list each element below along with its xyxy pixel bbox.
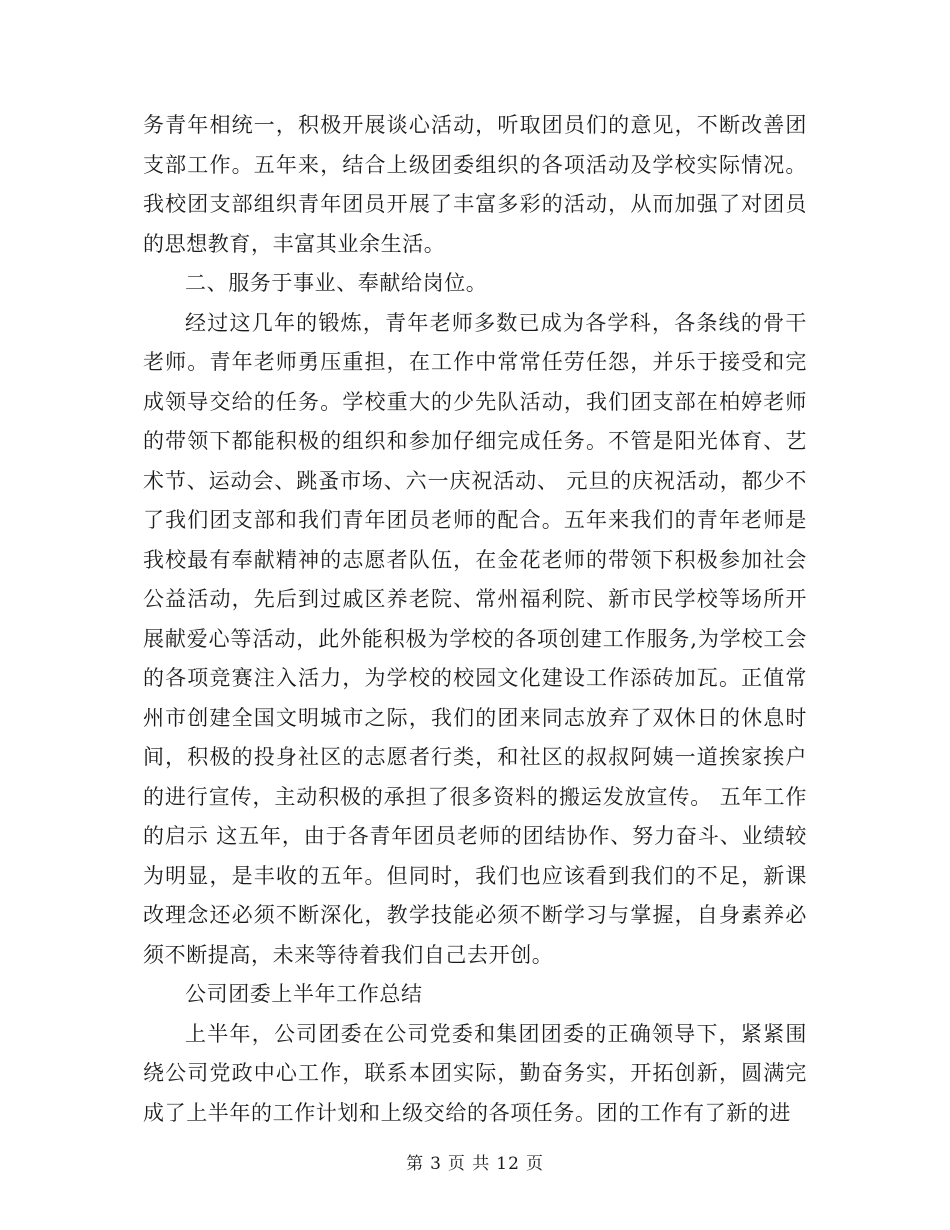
footer-prefix: 第 (406, 1154, 425, 1174)
paragraph-service-details: 经过这几年的锻炼，青年老师多数已成为各学科，各条线的骨干老师。青年老师勇压重担，在工作中常常任劳任怨，并乐于接受和完成领导交给的任务。学校重大的少先队活动，我们团支部在柏婷老师的带领下都能积极的组织和参加仔细完成任务。不管是阳光体育、艺术节、运动会、跳蚤市场、六一庆祝活动、 元旦的庆祝活动，都少不了我们团支部和我们青年团员老师的配合。五年来我们的青年老师是我校最有奉献精神的志愿者队伍，在金花老师的带领下积极参加社会公益活动，先后到过戚区养老院、常州福利院、新市民学校等场所开展献爱心等活动，此外能积极为学校的各项创建工作服务,为学校工会的各项竞赛注入活力，为学校的校园文化建设工作添砖加瓦。正值常州市创建全国文明城市之际，我们的团来同志放弃了双休日的休息时间，积极的投身社区的志愿者行类，和社区的叔叔阿姨一道挨家挨户的进行宣传，主动积极的承担了很多资料的搬运发放宣传。 五年工作的启示 这五年，由于各青年团员老师的团结协作、努力奋斗、业绩较为明显，是丰收的五年。但同时，我们也应该看到我们的不足，新课改理念还必须不断深化，教学技能必须不断学习与掌握，自身素养必须不断提高，未来等待着我们自己去开创。 (143, 310, 807, 967)
document-title-summary: 公司团委上半年工作总结 (185, 982, 423, 1006)
page-number-current: 3 (430, 1154, 442, 1174)
paragraph-summary-intro: 上半年，公司团委在公司党委和集团团委的正确领导下，紧紧围绕公司党政中心工作，联系本团实际，勤奋务实，开拓创新，圆满完成了上半年的工作计划和上级交给的各项任务。团的工作有了新的进 (143, 1021, 807, 1125)
document-body (143, 106, 807, 1133)
paragraph-continuation: 务青年相统一，积极开展谈心活动，听取团员们的意见，不断改善团支部工作。五年来，结合上级团委组织的各项活动及学校实际情况。我校团支部组织青年团员开展了丰富多彩的活动，从而加强了对团员的思想教育，丰富其业余生活。 (143, 113, 807, 256)
section-heading-service: 二、服务于事业、奉献给岗位。 (185, 271, 488, 295)
page-footer (0, 1149, 950, 1174)
footer-suffix: 页 (525, 1154, 544, 1174)
page-number-total: 12 (496, 1154, 520, 1174)
footer-middle: 页 共 (447, 1154, 491, 1174)
